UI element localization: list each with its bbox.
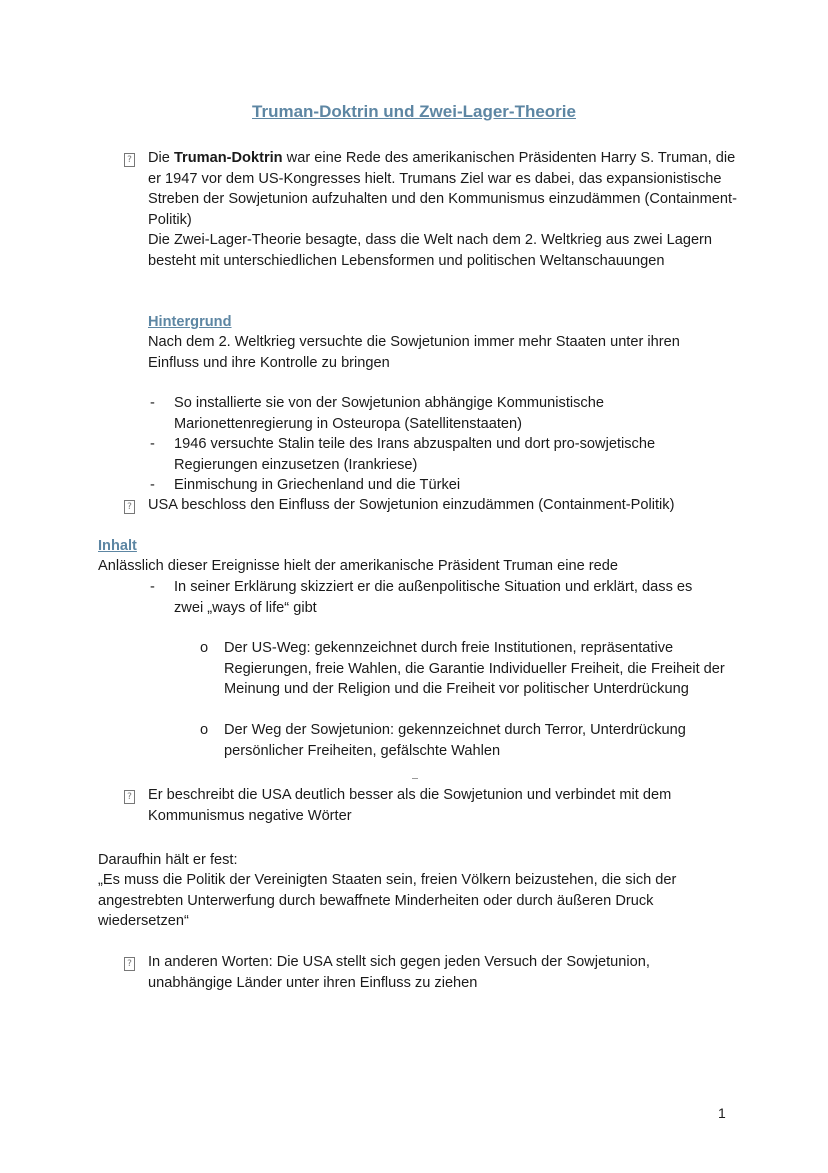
- dash-marker: -: [150, 395, 155, 411]
- stray-mark: [412, 778, 418, 779]
- page-title: Truman-Doktrin und Zwei-Lager-Theorie: [252, 102, 576, 121]
- sub-bullet-marker: o: [200, 722, 209, 738]
- hintergrund-item: Einmischung in Griechenland und die Türkei: [174, 477, 461, 493]
- missing-glyph-icon: ?: [124, 957, 135, 971]
- hintergrund-item: 1946 versuchte Stalin teile des Irans abzuspalten und dort pro-sowjetische Regierungen einzusetzen (Irankriese): [174, 436, 656, 473]
- inhalt-heading: Inhalt: [98, 538, 137, 554]
- dash-marker: -: [150, 436, 155, 452]
- zwei-lager-text: Die Zwei-Lager-Theorie besagte, dass die Welt nach dem 2. Weltkrieg aus zwei Lagern besteht mit unterschiedlichen Lebensformen und politischen Weltanschauungen: [148, 232, 713, 269]
- hintergrund-item: So installierte sie von der Sowjetunion abhängige Kommunistische Marionettenregierung in Osteuropa (Satellitenstaaten): [174, 395, 604, 432]
- daraufhin-lead: Daraufhin hält er fest:: [98, 852, 238, 868]
- hintergrund-text: Nach dem 2. Weltkrieg versuchte die Sowjetunion immer mehr Staaten unter ihren Einfluss und ihre Kontrolle zu bringen: [148, 334, 680, 371]
- missing-glyph-icon: ?: [124, 153, 135, 167]
- daraufhin-conclusion: In anderen Worten: Die USA stellt sich gegen jeden Versuch der Sowjetunion, unabhängige Länder unter ihren Einfluss zu ziehen: [148, 954, 650, 991]
- hintergrund-conclusion: USA beschloss den Einfluss der Sowjetunion einzudämmen (Containment-Politik): [148, 497, 675, 513]
- missing-glyph-icon: ?: [124, 500, 135, 514]
- missing-glyph-icon: ?: [124, 790, 135, 804]
- intro-paragraph: Die Truman-Doktrin war eine Rede des amerikanischen Präsidenten Harry S. Truman, die er 1947 vor dem US-Kongresses hielt. Trumans Ziel war es dabei, das expansionistische Streben der Sowjetunion aufzuhalten und den Kommunismus einzudämmen (Containment-Politik) Die Zwei-Lager-Theorie besagte, dass die Welt nach dem 2. Weltkrieg aus zwei Lagern besteht mit unterschiedlichen Lebensformen und politischen Weltanschauungen: [148, 150, 737, 269]
- truman-doktrin-term: Truman-Doktrin: [173, 150, 283, 166]
- inhalt-sub-item: Der Weg der Sowjetunion: gekennzeichnet durch Terror, Unterdrückung persönlicher Freiheiten, gefälschte Wahlen: [224, 722, 686, 759]
- inhalt-text: Anlässlich dieser Ereignisse hielt der amerikanische Präsident Truman eine rede: [98, 558, 618, 574]
- sub-bullet-marker: o: [200, 640, 209, 656]
- dash-marker: -: [150, 477, 155, 493]
- inhalt-dash-item: In seiner Erklärung skizziert er die außenpolitische Situation und erklärt, dass es zwei „ways of life“ gibt: [174, 579, 693, 616]
- page-number: 1: [718, 1105, 726, 1121]
- dash-marker: -: [150, 579, 155, 595]
- truman-quote: „Es muss die Politik der Vereinigten Staaten sein, freien Völkern beizustehen, die sich der angestrebten Unterwerfung durch bewaffnete Minderheiten oder durch äußeren Druck wiedersetzen“: [98, 872, 677, 929]
- inhalt-sub-item: Der US-Weg: gekennzeichnet durch freie Institutionen, repräsentative Regierungen, freie Wahlen, die Garantie Individueller Freiheit, die Freiheit der Meinung und der Religion und die Freiheit vor politischer Unterdrückung: [224, 640, 725, 697]
- hintergrund-heading: Hintergrund: [148, 314, 232, 330]
- inhalt-conclusion: Er beschreibt die USA deutlich besser als die Sowjetunion und verbindet mit dem Kommunismus negative Wörter: [148, 787, 672, 824]
